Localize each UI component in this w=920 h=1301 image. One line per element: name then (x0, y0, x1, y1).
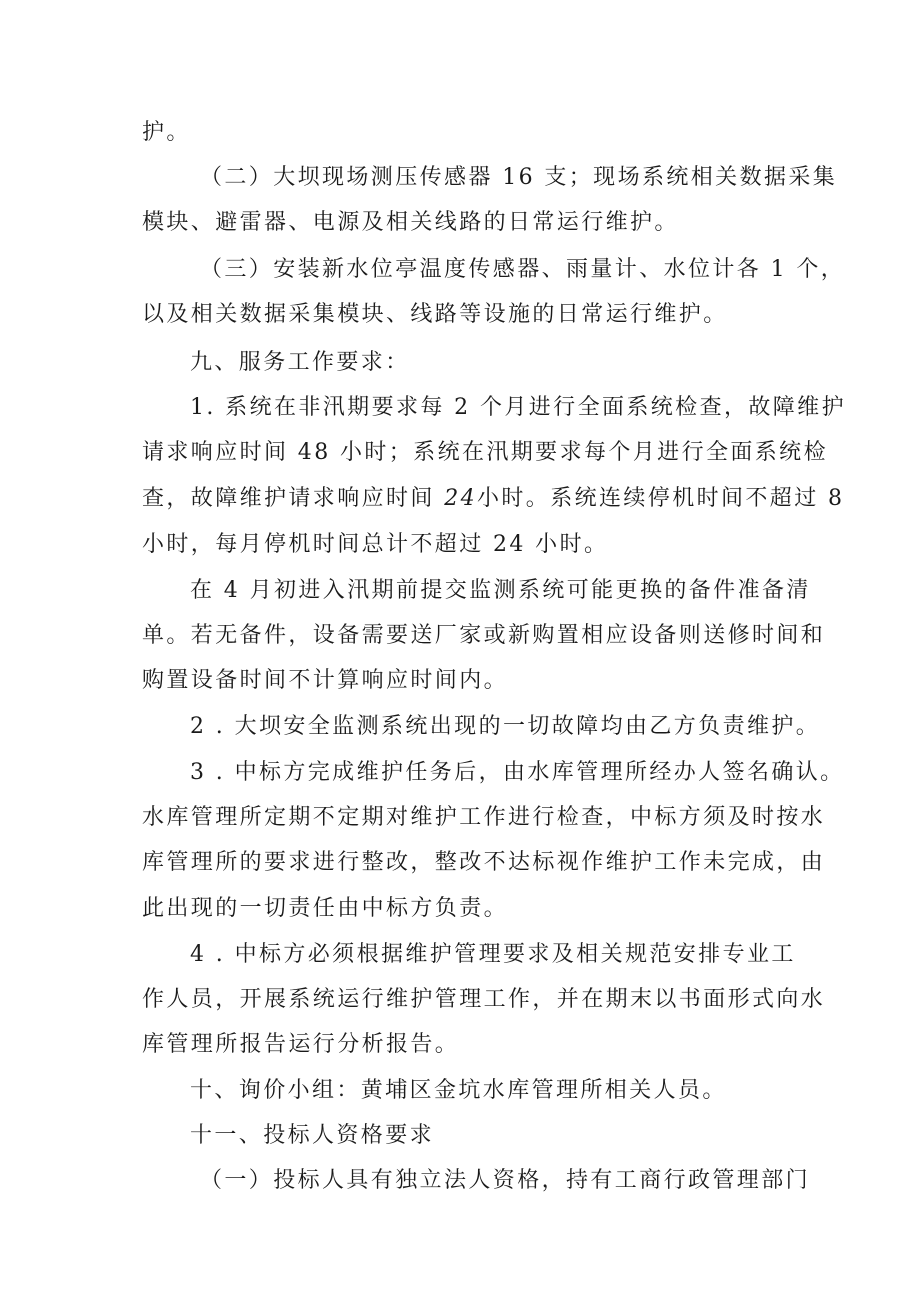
section-heading: 九、服务工作要求： (190, 350, 410, 375)
text-segment: 小时。系统连续停机时间不超过 8 (477, 486, 845, 511)
text-line: 1. 系统在非汛期要求每 2 个月进行全面系统检查，故障维护 (190, 395, 846, 420)
text-line: 模块、避雷器、电源及相关线路的日常运行维护。 (142, 210, 679, 235)
text-line: 作人员，开展系统运行维护管理工作，并在期末以书面形式向水 (142, 987, 826, 1012)
text-line: 在 4 月初进入汛期前提交监测系统可能更换的备件准备清 (190, 578, 811, 603)
italic-number: 24 (444, 486, 477, 511)
text-segment: 查，故障维护请求响应时间 (142, 486, 445, 511)
text-line (142, 484, 845, 514)
text-line: 单。若无备件，设备需要送厂家或新购置相应设备则送修时间和 (142, 623, 826, 648)
text-line: 此出现的一切责任由中标方负责。 (142, 896, 509, 921)
section-heading: 十一、投标人资格要求 (190, 1123, 435, 1148)
text-line: 4 . 中标方必须根据维护管理要求及相关规范安排专业工 (190, 942, 796, 967)
text-line: 请求响应时间 48 小时；系统在汛期要求每个月进行全面系统检 (142, 440, 828, 465)
text-line: 3 . 中标方完成维护任务后，由水库管理所经办人签名确认。 (190, 760, 845, 785)
text-line: （一）投标人具有独立法人资格，持有工商行政管理部门 (200, 1168, 811, 1193)
text-line: 小时，每月停机时间总计不超过 24 小时。 (142, 532, 609, 557)
text-line: 2 . 大坝安全监测系统出现的一切故障均由乙方负责维护。 (190, 714, 821, 739)
text-line: 购置设备时间不计算响应时间内。 (142, 668, 509, 693)
text-line: 库管理所的要求进行整改，整改不达标视作维护工作未完成，由 (142, 850, 826, 875)
text-line: 水库管理所定期不定期对维护工作进行检查，中标方须及时按水 (142, 805, 826, 830)
text-line: 以及相关数据采集模块、线路等设施的日常运行维护。 (142, 302, 728, 327)
text-line: 库管理所报告运行分析报告。 (142, 1032, 460, 1057)
text-line: 护。 (142, 120, 191, 145)
text-line: （三）安装新水位亭温度传感器、雨量计、水位计各 1 个， (200, 257, 846, 282)
text-line: （二）大坝现场测压传感器 16 支；现场系统相关数据采集 (200, 165, 838, 190)
section-heading: 十、询价小组：黄埔区金坑水库管理所相关人员。 (190, 1078, 727, 1103)
